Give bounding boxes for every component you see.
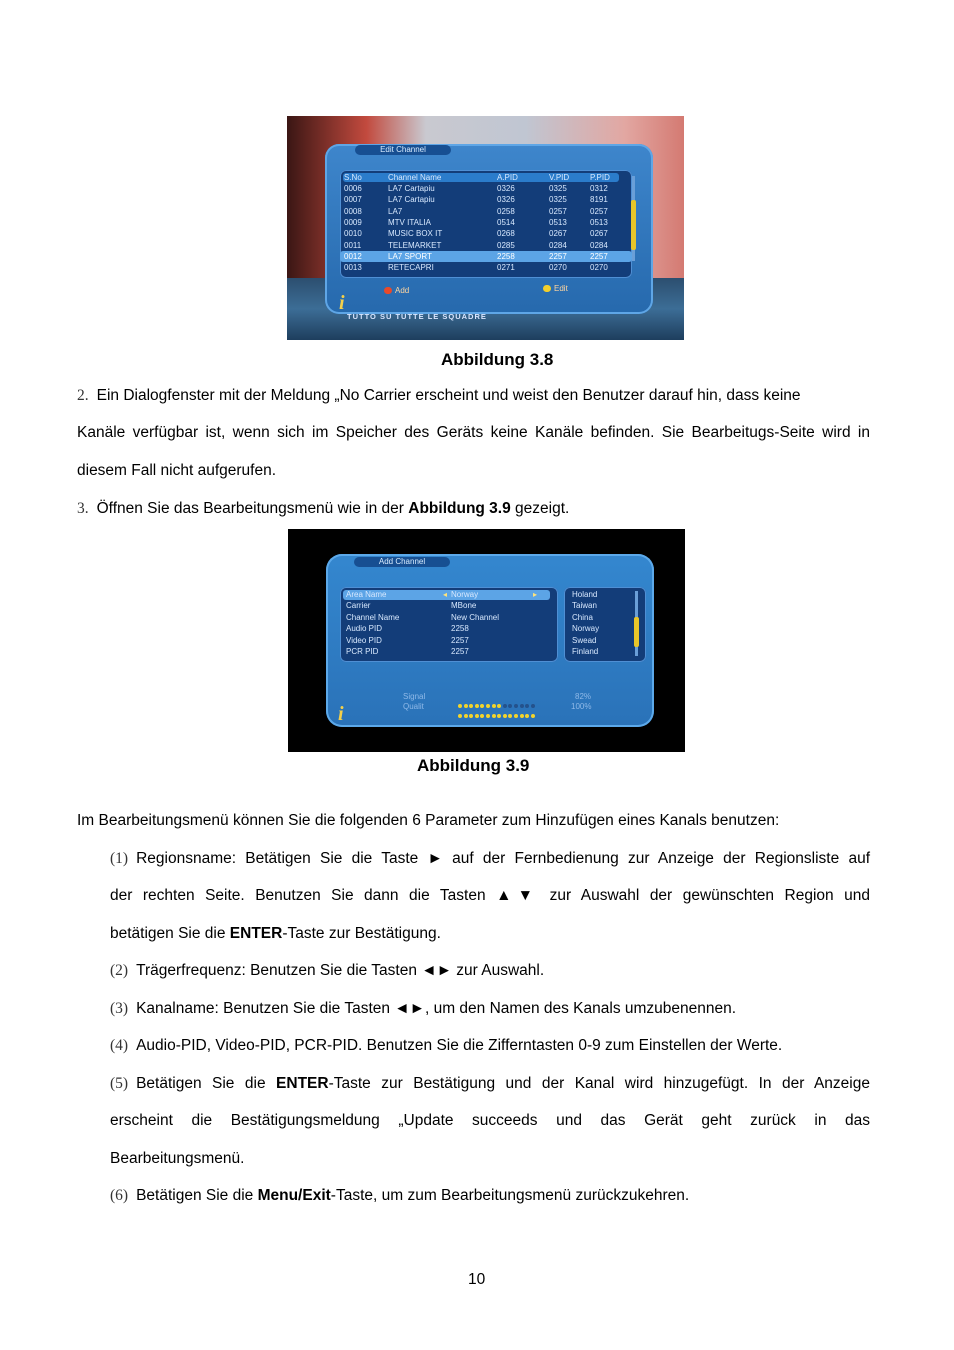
para2-text-1: Ein Dialogfenster mit der Meldung „No Carrier erscheint und weist den Benutzer darauf hin, dass keine [96, 387, 801, 404]
list-number: (3) [110, 1000, 129, 1017]
item2-text: Trägerfrequenz: Benutzen Sie die Tasten ◄► zur Auswahl. [136, 962, 545, 979]
arrow-left-icon[interactable]: ◂ [443, 590, 448, 599]
meter-dot [492, 714, 496, 718]
figure-reference: Abbildung 3.9 [408, 500, 511, 517]
table-cell: LA7 Cartapiu [388, 195, 435, 205]
table-cell: 0326 [497, 195, 515, 205]
table-cell: 0268 [497, 229, 515, 239]
item-5-line-1 [110, 1075, 870, 1093]
meter-dot [458, 714, 462, 718]
caption-figure-3-8: Abbildung 3.8 [441, 350, 554, 369]
page-number: 10 [468, 1271, 486, 1288]
figure-3-9-add-channel-screen [288, 529, 685, 752]
add-button[interactable] [384, 286, 409, 295]
item-6 [110, 1187, 689, 1205]
item1-text-1: Regionsname: Betätigen Sie die Taste ► auf der Fernbedienung zur Anzeige der Regionsliste auf [136, 850, 870, 867]
region-list-item[interactable]: Holand [572, 590, 598, 599]
header-sno: S.No [344, 173, 362, 182]
field-label: Channel Name [346, 612, 400, 622]
item1-text-3: betätigen Sie die [110, 925, 230, 942]
menu-exit-key-name: Menu/Exit [257, 1187, 331, 1204]
table-cell: 0267 [590, 229, 608, 239]
region-list-item[interactable]: China [572, 612, 593, 622]
table-cell: 0270 [549, 263, 567, 273]
item-2 [110, 962, 544, 980]
meter-dot [486, 714, 490, 718]
meter-dot [475, 714, 479, 718]
region-list-item[interactable]: Swead [572, 635, 597, 645]
edit-channel-title: Edit Channel [355, 145, 451, 155]
table-cell: 0010 [344, 229, 362, 239]
para3-text: Öffnen Sie das Bearbeitungsmenü wie in der [96, 500, 409, 517]
table-cell: 0267 [549, 229, 567, 239]
edit-label: Edit [554, 284, 568, 293]
list-number: 3. [77, 500, 89, 517]
item-5-line-2: erscheint die Bestätigungsmeldung „Update succeeds und das Gerät geht zurück in das [110, 1112, 870, 1129]
table-cell: 0284 [549, 240, 567, 250]
item-5-line-3: Bearbeitungsmenü. [110, 1150, 245, 1167]
table-cell: 2257 [590, 251, 608, 261]
enter-key-name: ENTER [276, 1075, 329, 1092]
para3-text-end: gezeigt. [510, 500, 570, 517]
region-list-item[interactable]: Norway [572, 624, 600, 634]
field-value[interactable]: 2257 [451, 647, 469, 656]
table-cell: 0258 [497, 206, 515, 216]
table-row[interactable] [340, 206, 632, 217]
table-cell: 0285 [497, 240, 515, 250]
table-cell: 0514 [497, 217, 515, 227]
list-number: (6) [110, 1187, 129, 1204]
table-cell: 0006 [344, 184, 362, 193]
info-icon: i [338, 703, 344, 725]
arrow-right-icon[interactable]: ▸ [533, 590, 538, 599]
enter-key-name: ENTER [229, 925, 283, 942]
signal-label: Signal [403, 692, 426, 701]
table-cell: 0312 [590, 184, 608, 193]
table-cell: 0257 [590, 206, 608, 216]
item1-text-3-end: -Taste zur Bestätigung. [282, 925, 441, 942]
field-value[interactable]: 2258 [451, 624, 469, 634]
table-cell: 0270 [590, 263, 608, 273]
item-1-line-3 [110, 925, 441, 943]
table-cell: 0011 [344, 240, 362, 250]
list-number: (4) [110, 1037, 129, 1054]
intro-paragraph: Im Bearbeitungsmenü können Sie die folgenden 6 Parameter zum Hinzufügen eines Kanals benutzen: [77, 812, 780, 829]
paragraph-2-line-3: diesem Fall nicht aufgerufen. [77, 462, 277, 479]
table-cell: 0257 [549, 206, 567, 216]
table-cell: RETECAPRI [388, 263, 434, 273]
table-row[interactable] [340, 262, 632, 273]
header-apid: A.PID [497, 173, 518, 182]
item4-text: Audio-PID, Video-PID, PCR-PID. Benutzen Sie die Zifferntasten 0-9 zum Einstellen der Werte. [136, 1037, 783, 1054]
region-list-item[interactable]: Taiwan [572, 601, 597, 611]
item-3 [110, 1000, 736, 1018]
table-row[interactable] [340, 194, 632, 205]
table-row[interactable] [340, 240, 632, 251]
quality-value: 100% [571, 702, 592, 711]
header-vpid: V.PID [549, 173, 570, 182]
table-cell: 0325 [549, 184, 567, 193]
red-key-icon [384, 287, 392, 294]
table-cell: 0513 [590, 217, 608, 227]
table-cell: 0513 [549, 217, 567, 227]
table-row[interactable] [340, 251, 632, 262]
table-cell: 0284 [590, 240, 608, 250]
signal-meter [458, 695, 536, 701]
channel-scroll-thumb[interactable] [631, 200, 636, 250]
table-cell: 0012 [344, 251, 362, 261]
meter-dot [520, 714, 524, 718]
paragraph-2-line-2: Kanäle verfügbar ist, wenn sich im Speicher des Geräts keine Kanäle befinden. Sie Bearbeitugs-Seite wird in [77, 424, 870, 441]
table-cell: TELEMARKET [388, 240, 442, 250]
item-4 [110, 1037, 782, 1055]
channel-logo-watermark [587, 307, 667, 321]
yellow-key-icon [543, 285, 551, 292]
paragraph-3 [77, 500, 569, 518]
field-value[interactable]: Norway [451, 590, 479, 599]
table-cell: 0007 [344, 195, 362, 205]
item-1-line-1 [110, 850, 870, 868]
table-row[interactable] [340, 217, 632, 228]
table-cell: 0326 [497, 184, 515, 193]
table-row[interactable] [340, 183, 632, 194]
table-cell: 2258 [497, 251, 515, 261]
field-label: Area Name [346, 590, 387, 599]
list-number: (2) [110, 962, 129, 979]
item3-text: Kanalname: Benutzen Sie die Tasten ◄►, um den Namen des Kanals umzubenennen. [136, 1000, 737, 1017]
tv-ticker: TUTTO SU TUTTE LE SQUADRE [347, 312, 487, 321]
table-cell: LA7 SPORT [388, 251, 432, 261]
table-cell: 8191 [590, 195, 608, 205]
caption-figure-3-9: Abbildung 3.9 [417, 756, 530, 775]
channel-table [340, 170, 632, 278]
table-cell: 0013 [344, 263, 362, 273]
field-label: Audio PID [346, 624, 383, 634]
field-label: Carrier [346, 601, 371, 611]
table-cell: 0009 [344, 217, 362, 227]
paragraph-2-line-1 [77, 387, 870, 405]
item6-text-end: -Taste, um zum Bearbeitungsmenü zurückzukehren. [330, 1187, 690, 1204]
field-label: PCR PID [346, 647, 379, 656]
field-value[interactable]: 2257 [451, 635, 469, 645]
list-number: 2. [77, 387, 89, 404]
table-cell: MTV ITALIA [388, 217, 431, 227]
item6-text: Betätigen Sie die [136, 1187, 258, 1204]
item-1-line-2: der rechten Seite. Benutzen Sie dann die Tasten ▲▼ zur Auswahl der gewünschten Region und [110, 887, 870, 904]
table-cell: LA7 [388, 206, 403, 216]
table-cell: LA7 Cartapiu [388, 184, 435, 193]
list-number: (1) [110, 850, 129, 867]
table-cell: MUSIC BOX IT [388, 229, 443, 239]
edit-button[interactable] [543, 284, 568, 293]
add-channel-title: Add Channel [354, 557, 450, 567]
table-cell: 0008 [344, 206, 362, 216]
meter-dot [503, 714, 507, 718]
meter-dot [464, 714, 468, 718]
region-list-item[interactable]: Finland [572, 647, 599, 656]
table-cell: 0325 [549, 195, 567, 205]
table-cell: 2257 [549, 251, 567, 261]
field-value[interactable]: New Channel [451, 612, 500, 622]
list-number: (5) [110, 1075, 129, 1092]
quality-label: Qualit [403, 702, 424, 711]
header-channel-name: Channel Name [388, 173, 442, 182]
meter-dot [514, 714, 518, 718]
table-cell: 0271 [497, 263, 515, 273]
table-row[interactable] [340, 228, 632, 239]
item5-text-1: Betätigen Sie die [136, 1075, 277, 1092]
item5-text-1-end: -Taste zur Bestätigung und der Kanal wird hinzugefügt. In der Anzeige [328, 1075, 870, 1092]
header-ppid: P.PID [590, 173, 610, 182]
meter-dot [531, 714, 535, 718]
quality-meter [458, 705, 536, 711]
signal-value: 82% [575, 692, 592, 701]
table-header [340, 172, 632, 183]
add-label: Add [395, 286, 410, 295]
figure-3-8-edit-channel-screen [287, 116, 684, 340]
region-scroll-thumb[interactable] [634, 617, 639, 647]
field-label: Video PID [346, 635, 382, 645]
info-icon: i [339, 292, 345, 314]
field-value[interactable]: MBone [451, 601, 477, 611]
